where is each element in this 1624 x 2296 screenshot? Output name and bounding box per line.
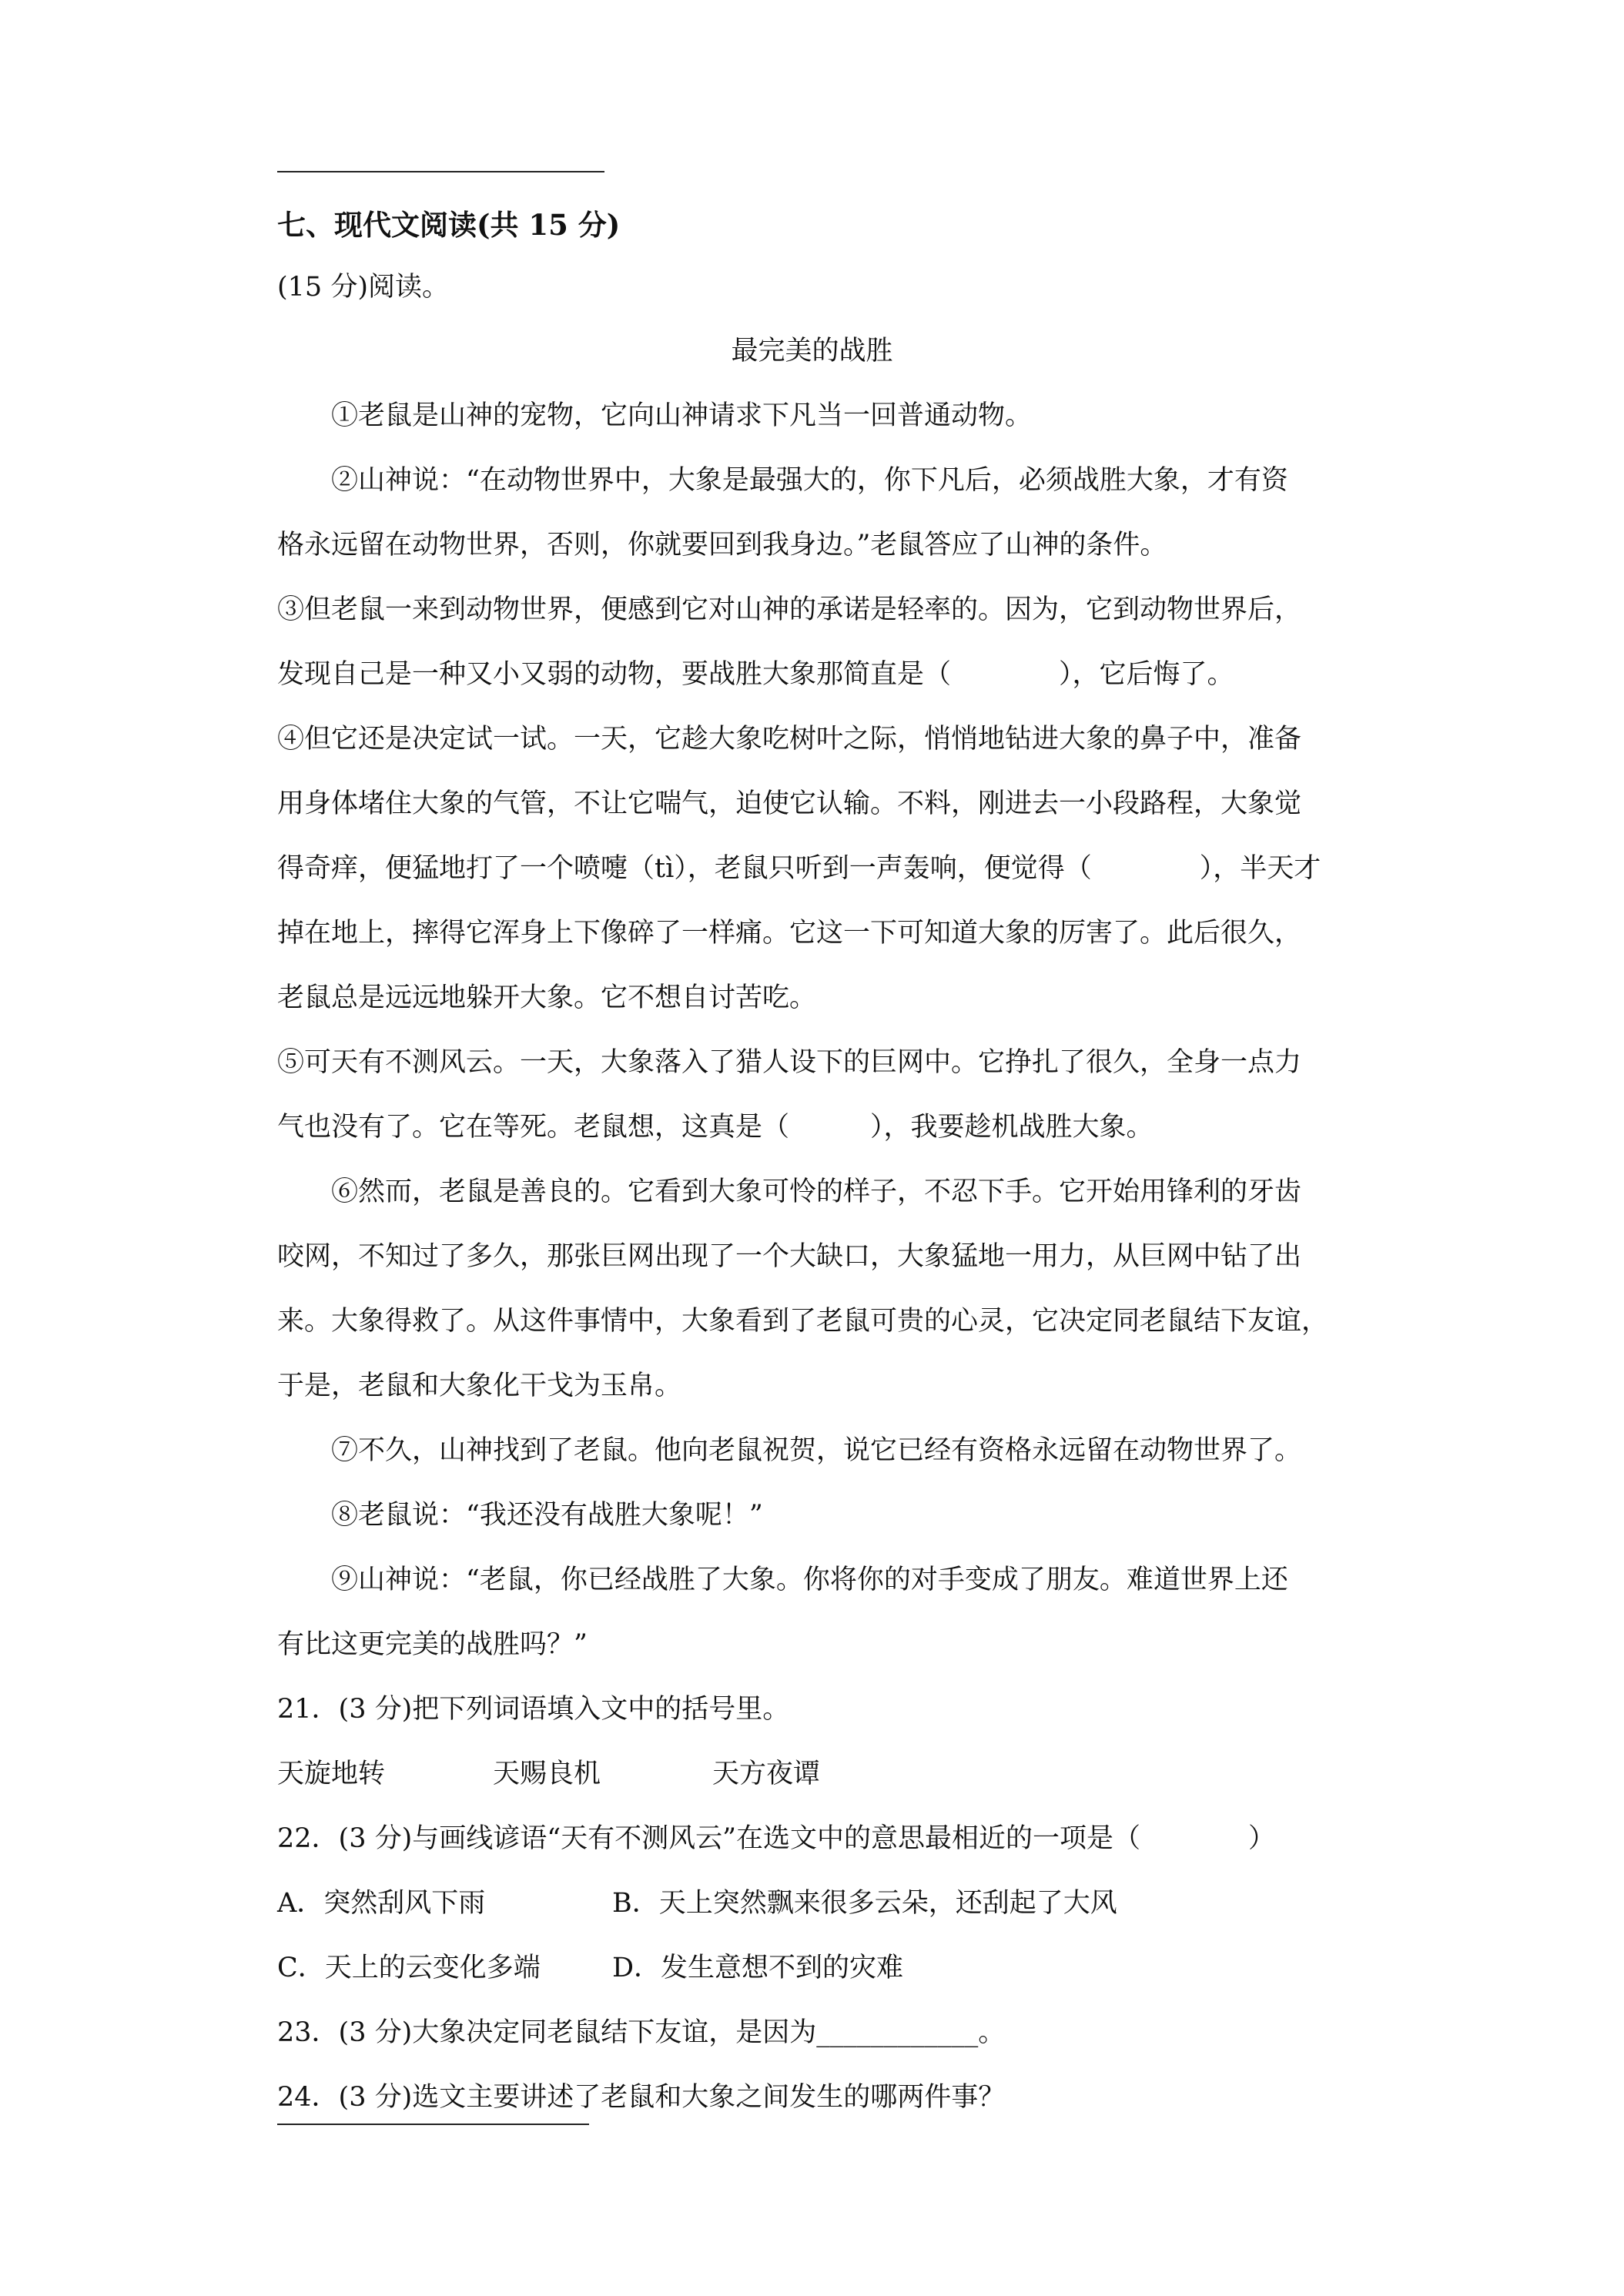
passage-line: ⑦不久，山神找到了老鼠。他向老鼠祝贺，说它已经有资格永远留在动物世界了。 [331,1435,1302,1466]
passage-line: ⑤可天有不测风云。一天，大象落入了猎人设下的巨网中。它挣扎了很久，全身一点力 [277,1047,1302,1078]
passage-line: ②山神说：“在动物世界中，大象是最强大的，你下凡后，必须战胜大象，才有资 [331,465,1288,496]
header-rule [277,171,604,172]
q22-option-b: B．天上突然飘来很多云朵，还刮起了大风 [612,1888,1117,1919]
passage-line: 发现自己是一种又小又弱的动物，要战胜大象那简直是（ ），它后悔了。 [277,659,1234,690]
passage-line: ③但老鼠一来到动物世界，便感到它对山神的承诺是轻率的。因为，它到动物世界后， [277,594,1302,625]
question-21-stem: 21．(3 分)把下列词语填入文中的括号里。 [277,1694,790,1725]
passage-line: 得奇痒，便猛地打了一个喷嚏（tì），老鼠只听到一声轰响，便觉得（ ），半天才 [277,853,1321,884]
q22-option-d: D．发生意想不到的灾难 [612,1953,904,1983]
section-title: 七、现代文阅读(共 15 分) [277,208,621,242]
footer-rule [277,2124,589,2125]
passage-line: 于是，老鼠和大象化干戈为玉帛。 [277,1371,682,1401]
passage-line: 有比这更完美的战胜吗？” [277,1629,588,1660]
section-intro: (15 分)阅读。 [277,272,449,303]
question-23-stem: 23．(3 分)大象决定同老鼠结下友谊，是因为____________。 [277,2017,1006,2048]
passage-line: 气也没有了。它在等死。老鼠想，这真是（ ），我要趁机战胜大象。 [277,1112,1154,1143]
question-24-stem: 24．(3 分)选文主要讲述了老鼠和大象之间发生的哪两件事？ [277,2082,1006,2113]
passage-line: 咬网，不知过了多久，那张巨网出现了一个大缺口，大象猛地一用力，从巨网中钻了出 [277,1241,1302,1272]
passage-line: ⑨山神说：“老鼠，你已经战胜了大象。你将你的对手变成了朋友。难道世界上还 [331,1565,1288,1595]
q22-option-a: A．突然刮风下雨 [277,1888,486,1919]
passage-line: ④但它还是决定试一试。一天，它趁大象吃树叶之际，悄悄地钻进大象的鼻子中，准备 [277,724,1302,755]
passage-line: 来。大象得救了。从这件事情中，大象看到了老鼠可贵的心灵，它决定同老鼠结下友谊， [277,1306,1329,1337]
question-22-stem: 22．(3 分)与画线谚语“天有不测风云”在选文中的意思最相近的一项是（ ） [277,1823,1276,1854]
passage-line: 老鼠总是远远地躲开大象。它不想自讨苦吃。 [277,982,817,1013]
q21-word: 天旋地转 [277,1759,386,1789]
passage-line: ①老鼠是山神的宠物，它向山神请求下凡当一回普通动物。 [331,400,1033,431]
passage-line: 掉在地上，摔得它浑身上下像碎了一样痛。它这一下可知道大象的厉害了。此后很久， [277,918,1302,949]
q21-word: 天方夜谭 [712,1759,821,1789]
passage-line: 用身体堵住大象的气管，不让它喘气，迫使它认输。不料，刚进去一小段路程，大象觉 [277,788,1302,819]
passage-line: 格永远留在动物世界，否则，你就要回到我身边。”老鼠答应了山神的条件。 [277,530,1167,561]
passage-line: ⑧老鼠说：“我还没有战胜大象呢！” [331,1500,763,1531]
passage-line: ⑥然而，老鼠是善良的。它看到大象可怜的样子，不忍下手。它开始用锋利的牙齿 [331,1176,1302,1207]
q22-option-c: C．天上的云变化多端 [277,1953,541,1983]
q21-word: 天赐良机 [493,1759,601,1789]
passage-title: 最完美的战胜 [731,336,893,366]
